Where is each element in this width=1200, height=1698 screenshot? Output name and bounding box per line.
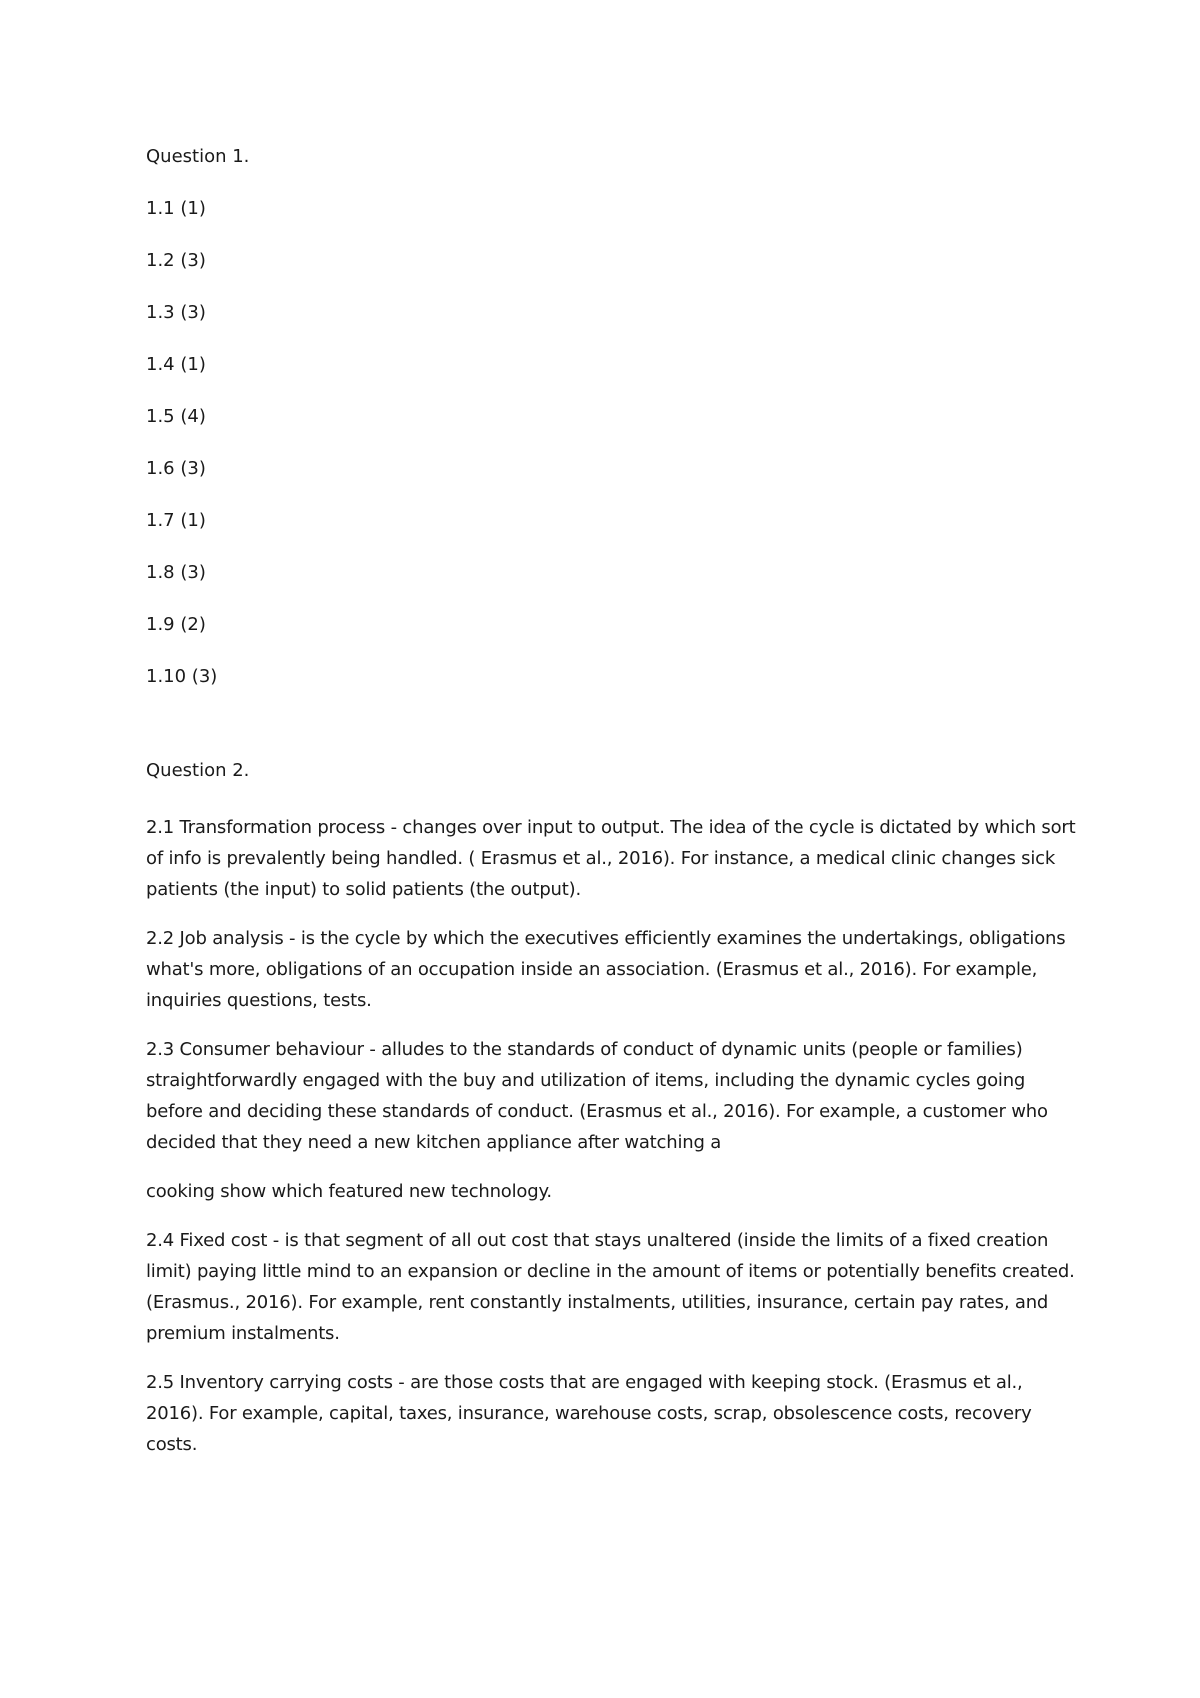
answer-1-5: 1.5 (4) <box>146 406 206 427</box>
question-1-heading: Question 1. <box>146 146 250 167</box>
paragraph-2-3: 2.3 Consumer behaviour - alludes to the standards of conduct of dynamic units (people or families) straightforwardly engaged with the buy and utilization of items, including the dynamic cycles going before and deciding these standards of conduct. (Erasmus et al., 2016). For example, a customer who decided that they need a new kitchen appliance after watching a <box>146 1039 1048 1153</box>
paragraph-2-4: 2.4 Fixed cost - is that segment of all out cost that stays unaltered (inside the limits of a fixed creation limit) paying little mind to an expansion or decline in the amount of items or potentially benefits created. (Erasmus., 2016). For example, rent constantly instalments, utilities, insurance, certain pay rates, and premium instalments. <box>146 1230 1075 1344</box>
question-1-answer-list <box>146 198 1076 688</box>
paragraph-2-2: 2.2 Job analysis - is the cycle by which the executives efficiently examines the undertakings, obligations what's more, obligations of an occupation inside an association. (Erasmus et al., 2016). For example, inquiries questions, tests. <box>146 928 1066 1011</box>
paragraph-2-3-continued: cooking show which featured new technology. <box>146 1181 552 1202</box>
answer-1-8: 1.8 (3) <box>146 562 206 583</box>
answer-1-7: 1.7 (1) <box>146 510 206 531</box>
document-body <box>146 146 1076 1478</box>
answer-1-3: 1.3 (3) <box>146 302 206 323</box>
answer-1-10: 1.10 (3) <box>146 666 218 687</box>
answer-1-2: 1.2 (3) <box>146 250 206 271</box>
paragraph-2-1: 2.1 Transformation process - changes over input to output. The idea of the cycle is dictated by which sort of info is prevalently being handled. ( Erasmus et al., 2016). For instance, a medical clinic changes sick patients (the input) to solid patients (the output). <box>146 817 1076 900</box>
answer-1-1: 1.1 (1) <box>146 198 206 219</box>
paragraph-2-5: 2.5 Inventory carrying costs - are those costs that are engaged with keeping stock. (Erasmus et al., 2016). For example, capital, taxes, insurance, warehouse costs, scrap, obsolescence costs, recovery costs. <box>146 1372 1032 1455</box>
answer-1-4: 1.4 (1) <box>146 354 206 375</box>
question-2-heading: Question 2. <box>146 760 250 781</box>
answer-1-6: 1.6 (3) <box>146 458 206 479</box>
answer-1-9: 1.9 (2) <box>146 614 206 635</box>
